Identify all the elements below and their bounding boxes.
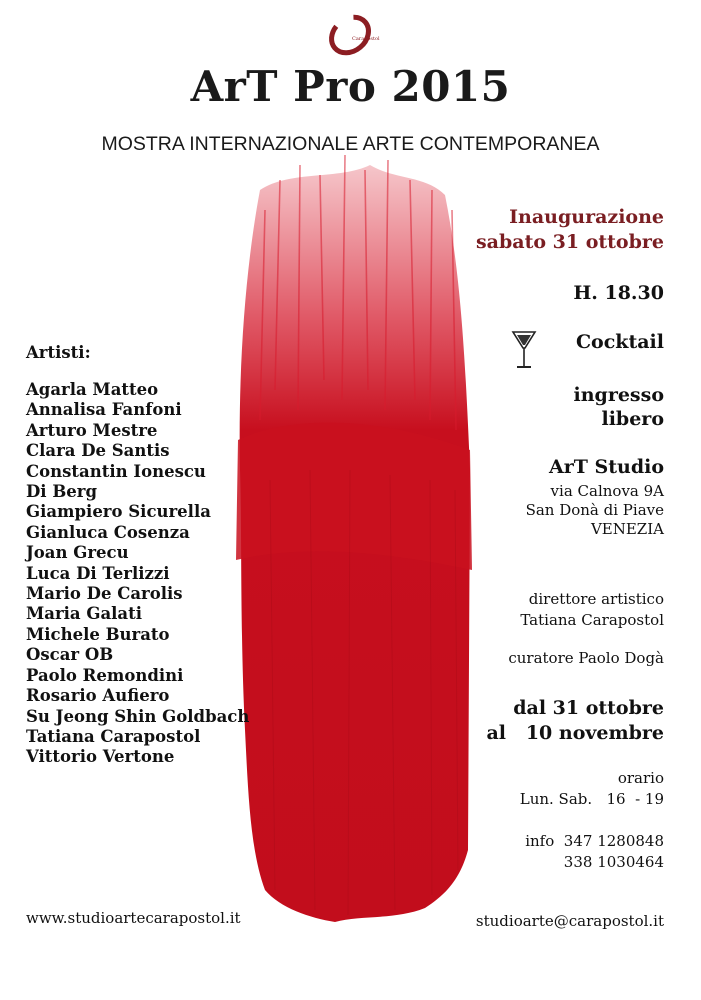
red-brush-stroke <box>220 150 490 930</box>
artists-heading: Artisti: <box>26 343 91 362</box>
phone-line-2: 338 1030464 <box>563 853 664 871</box>
email-link[interactable]: studioarte@carapostol.it <box>475 912 664 930</box>
inauguration-date: sabato 31 ottobre <box>475 231 664 253</box>
venue-city: VENEZIA <box>590 520 664 538</box>
artist-name: Gianluca Cosenza <box>26 522 190 542</box>
poster-subtitle: MOSTRA INTERNAZIONALE ARTE CONTEMPORANEA <box>101 133 600 155</box>
svg-text:Carapostol: Carapostol <box>352 36 380 42</box>
phone-line-1: info 347 1280848 <box>525 832 664 850</box>
artists-list <box>26 380 249 768</box>
inauguration-title: Inaugurazione <box>509 206 664 228</box>
artist-name: Di Berg <box>26 482 97 502</box>
hours-label: orario <box>617 769 664 787</box>
venue-name: ArT Studio <box>549 456 664 478</box>
venue-town: San Donà di Piave <box>525 501 664 519</box>
artist-name: Oscar OB <box>26 645 114 665</box>
artist-name: Giampiero Sicurella <box>26 502 211 522</box>
artist-name: Agarla Matteo <box>26 380 159 399</box>
artist-name: Vittorio Vertone <box>26 747 175 767</box>
dates-line-2: al 10 novembre <box>486 722 664 744</box>
inauguration-block <box>476 205 664 255</box>
artist-name: Joan Grecu <box>26 543 129 563</box>
artist-name: Su Jeong Shin Goldbach <box>26 706 250 726</box>
artist-name: Arturo Mestre <box>26 420 158 440</box>
artist-name: Maria Galati <box>26 604 142 624</box>
dates-line-1: dal 31 ottobre <box>513 697 664 719</box>
artist-name: Tatiana Carapostol <box>26 726 201 746</box>
cocktail-glass-icon <box>511 328 537 372</box>
curator: curatore Paolo Dogà <box>508 649 664 667</box>
poster-title: ArT Pro 2015 <box>190 62 511 111</box>
website-link[interactable]: www.studioartecarapostol.it <box>26 909 241 927</box>
artist-name: Annalisa Fanfoni <box>26 400 182 420</box>
artist-name: Luca Di Terlizzi <box>26 563 170 583</box>
venue-address <box>526 482 664 539</box>
entry-line-1: ingresso <box>573 384 664 406</box>
entry-info <box>574 383 664 431</box>
director-label: direttore artistico <box>528 590 664 608</box>
contact-phones <box>525 831 664 873</box>
artist-name: Paolo Remondini <box>26 665 184 685</box>
red-c-logo-icon <box>326 15 380 55</box>
artistic-director <box>520 589 664 631</box>
opening-hours <box>520 768 664 810</box>
cocktail-label: Cocktail <box>575 331 664 353</box>
opening-hour: H. 18.30 <box>573 282 664 304</box>
artist-name: Constantin Ionescu <box>26 461 206 481</box>
venue-street: via Calnova 9A <box>550 482 664 500</box>
entry-line-2: libero <box>601 408 664 430</box>
exhibition-dates <box>486 696 664 746</box>
artist-name: Clara De Santis <box>26 441 170 461</box>
director-name: Tatiana Carapostol <box>520 611 664 629</box>
artist-name: Michele Burato <box>26 624 170 644</box>
artist-name: Mario De Carolis <box>26 584 183 604</box>
hours-value: Lun. Sab. 16 - 19 <box>519 790 664 808</box>
artist-name: Rosario Aufiero <box>26 686 170 706</box>
